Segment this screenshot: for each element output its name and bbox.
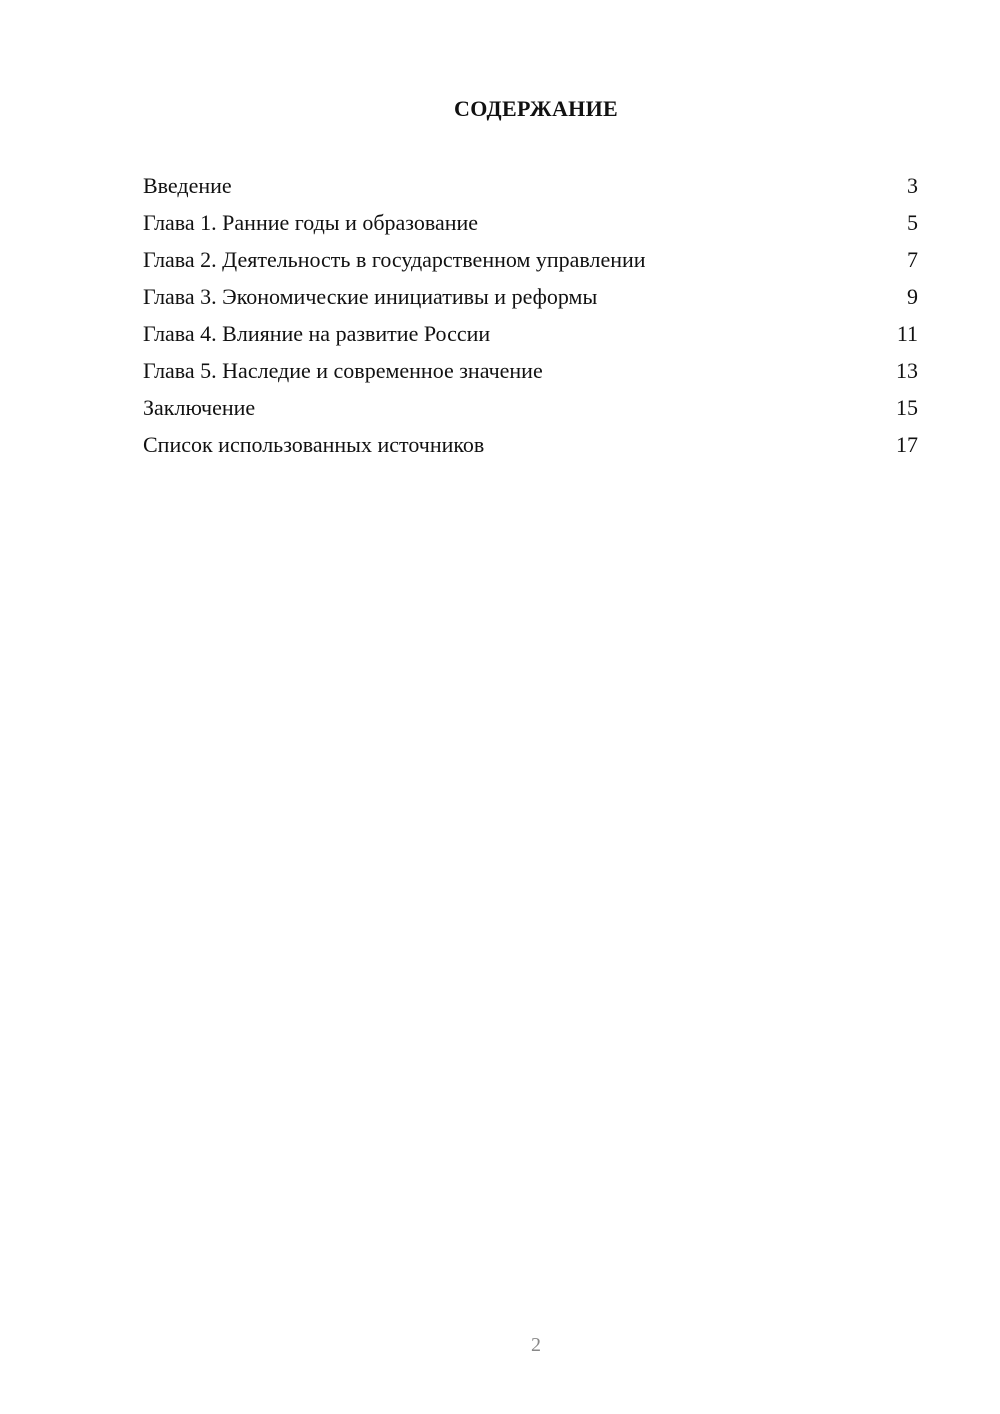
toc-entry (143, 352, 918, 389)
toc-entry-page: 9 (907, 284, 918, 309)
toc-entry-label: Глава 1. Ранние годы и образование (143, 210, 479, 235)
toc-entry-page: 5 (907, 210, 918, 235)
toc-entry-label: Список использованных источников (143, 432, 485, 457)
toc-entry (143, 167, 918, 204)
toc-entry (143, 389, 918, 426)
toc-entry (143, 204, 918, 241)
toc-entry (143, 426, 918, 463)
toc-entry-page: 7 (907, 247, 918, 272)
toc-entry (143, 278, 918, 315)
toc-entry-page: 3 (907, 173, 918, 198)
toc-title: СОДЕРЖАНИЕ (454, 96, 618, 121)
toc-entry-page: 11 (896, 321, 918, 346)
toc-entry-label: Глава 3. Экономические инициативы и реформы (143, 284, 598, 309)
toc-entry (143, 241, 918, 278)
table-of-contents (143, 167, 918, 463)
toc-entry-label: Глава 5. Наследие и современное значение (143, 358, 543, 383)
toc-entry-page: 15 (896, 395, 918, 420)
page-number: 2 (531, 1334, 541, 1356)
toc-entry-label: Глава 4. Влияние на развитие России (143, 321, 491, 346)
toc-entry-page: 17 (896, 432, 918, 457)
toc-entry-label: Глава 2. Деятельность в государственном управлении (143, 247, 646, 272)
toc-entry-label: Введение (143, 173, 232, 198)
toc-entry-page: 13 (896, 358, 918, 383)
toc-entry (143, 315, 918, 352)
toc-entry-label: Заключение (143, 395, 256, 420)
